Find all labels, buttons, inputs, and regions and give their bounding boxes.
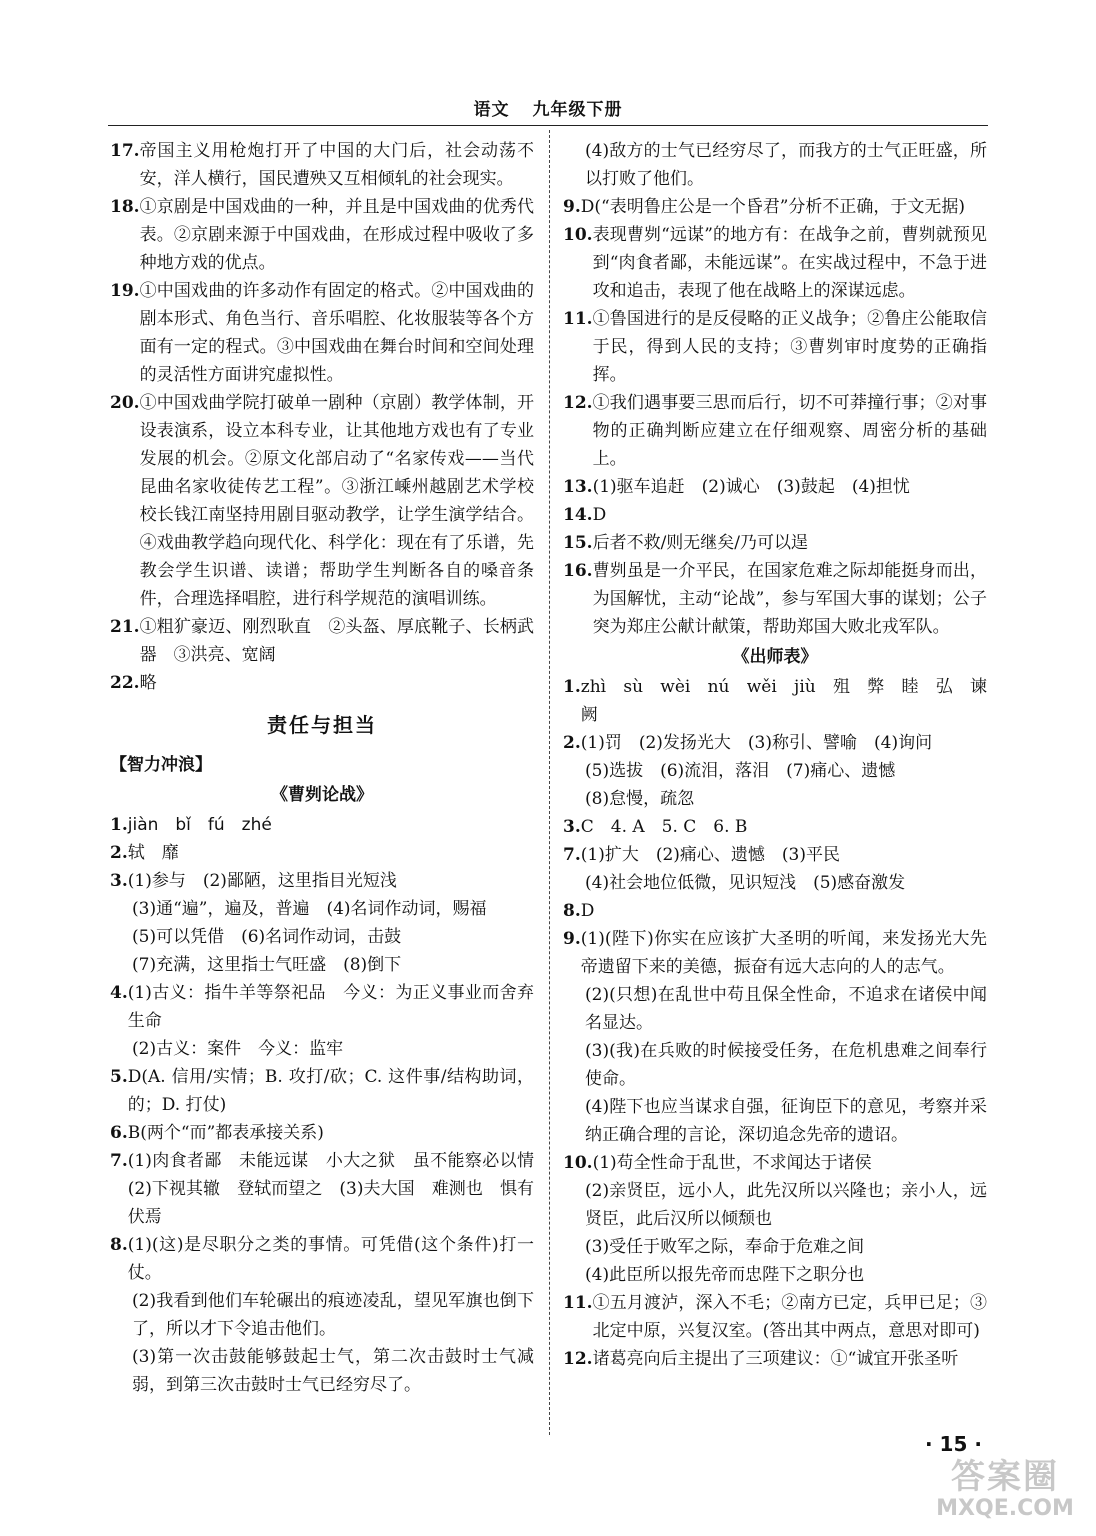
answer-text: (1)(陛下)你实在应该扩大圣明的听闻，来发扬光大先帝遗留下来的美德，振奋有远大志向的人的志气。 bbox=[580, 929, 987, 977]
answer-item bbox=[563, 305, 987, 389]
answer-text: (1)苟全性命于乱世，不求闻达于诸侯 bbox=[592, 1153, 872, 1173]
header-subject: 语文 bbox=[473, 100, 510, 120]
answer-item bbox=[110, 811, 534, 839]
answer-number: 7. bbox=[110, 1151, 128, 1171]
answer-text: ①中国戏曲学院打破单一剧种（京剧）教学体制，开设表演系，设立本科专业，让其他地方戏也有了专业发展的机会。②原文化部启动了“名家传戏——当代昆曲名家收徒传艺工程”。③浙江嵊州越剧艺术学校校长钱江南坚持用剧目驱动教学，让学生演学结合。④戏曲教学趋向现代化、科学化：现在有了乐谱，先教会学生识谱、读谱；帮助学生判断各自的嗓音条件，合理选择唱腔，进行科学规范的演唱训练。 bbox=[139, 393, 534, 609]
answer-subpart: (2)(只想)在乱世中苟且保全性命，不追求在诸侯中闻名显达。 bbox=[585, 985, 987, 1033]
answer-text: (1)扩大 (2)痛心、遗憾 (3)平民 bbox=[580, 845, 840, 865]
answer-item bbox=[563, 1289, 987, 1345]
answer-subpart: (3)第一次击鼓能够鼓起士气，第二次击鼓时士气减弱，到第三次击鼓时士气已经穷尽了。 bbox=[132, 1347, 534, 1395]
answer-subpart: (2)我看到他们车轮碾出的痕迹凌乱，望见军旗也倒下了，所以才下令追击他们。 bbox=[132, 1291, 534, 1339]
answer-item bbox=[110, 1063, 534, 1119]
answer-number: 22. bbox=[110, 673, 140, 693]
answer-item bbox=[110, 979, 534, 1035]
answer-text: (1)参与 (2)鄙陋，这里指目光短浅 bbox=[127, 871, 397, 891]
answer-text: D bbox=[592, 505, 607, 525]
page-number: · 15 · bbox=[925, 1432, 982, 1456]
answer-number: 1. bbox=[110, 815, 128, 835]
answer-text: C 4. A 5. C 6. B bbox=[580, 817, 748, 837]
answer-item bbox=[563, 673, 1004, 729]
answer-number: 12. bbox=[563, 1349, 593, 1369]
answer-item bbox=[563, 925, 987, 981]
answer-item bbox=[110, 613, 534, 669]
answer-item bbox=[563, 557, 987, 641]
answer-text: (1)(这)是尽职分之类的事情。可凭借(这个条件)打一仗。 bbox=[127, 1235, 534, 1283]
answer-subpart: (3)受任于败军之际，奉命于危难之间 bbox=[585, 1237, 865, 1257]
answer-item bbox=[110, 277, 534, 389]
answer-text: D(“表明鲁庄公是一个昏君”分析不正确，于文无据) bbox=[580, 197, 966, 217]
answer-item bbox=[563, 1149, 987, 1177]
answer-item bbox=[110, 867, 534, 895]
answer-number: 17. bbox=[110, 141, 140, 161]
answer-item bbox=[563, 389, 987, 473]
answer-text: 诸葛亮向后主提出了三项建议：①“诚宜开张圣听 bbox=[592, 1349, 959, 1369]
answer-text: D(A. 信用/实情；B. 攻打/砍；C. 这件事/结构助词，的；D. 打仗) bbox=[127, 1067, 534, 1115]
answer-text: D bbox=[580, 901, 595, 921]
answer-number: 5. bbox=[110, 1067, 128, 1087]
answer-number: 21. bbox=[110, 617, 140, 637]
answer-number: 1. bbox=[563, 677, 581, 697]
answer-text: 表现曹刿“远谋”的地方有：在战争之前，曹刿就预见到“肉食者鄙，未能远谋”。在实战过程中，不急于进攻和追击，表现了他在战略上的深谋远虑。 bbox=[592, 225, 987, 301]
answer-number: 20. bbox=[110, 393, 140, 413]
watermark-text: 答案圈 bbox=[951, 1457, 1059, 1497]
answer-number: 6. bbox=[110, 1123, 128, 1143]
answer-text: ①我们遇事要三思而后行，切不可莽撞行事；②对事物的正确判断应建立在仔细观察、周密分析的基础上。 bbox=[592, 393, 987, 469]
answer-text: 略 bbox=[139, 673, 157, 693]
answer-subpart: (4)陛下也应当谋求自强，征询臣下的意见，考察并采纳正确合理的言论，深切追念先帝的遗诏。 bbox=[585, 1097, 987, 1145]
answer-text: (1)罚 (2)发扬光大 (3)称引、譬喻 (4)询问 bbox=[580, 733, 933, 753]
answer-number: 13. bbox=[563, 477, 593, 497]
answer-number: 9. bbox=[563, 197, 581, 217]
answer-item bbox=[110, 389, 534, 613]
answer-item bbox=[563, 841, 987, 869]
lesson-title: 《曹刿论战》 bbox=[271, 785, 373, 805]
answer-number: 8. bbox=[563, 901, 581, 921]
answer-number: 3. bbox=[563, 817, 581, 837]
answer-number: 11. bbox=[563, 309, 593, 329]
right-column bbox=[563, 137, 1004, 1373]
answer-subpart: (4)此臣所以报先帝而忠陛下之职分也 bbox=[585, 1265, 865, 1285]
answer-item bbox=[110, 839, 534, 867]
running-header bbox=[0, 95, 1096, 120]
answer-text: (1)古义：指牛羊等祭祀品 今义：为正义事业而舍弃生命 bbox=[127, 983, 534, 1031]
header-rule bbox=[108, 125, 988, 126]
answer-text: 后者不救/则无继矣/乃可以逞 bbox=[592, 533, 809, 553]
answer-item bbox=[110, 137, 534, 193]
answer-number: 2. bbox=[110, 843, 128, 863]
answer-number: 19. bbox=[110, 281, 140, 301]
answer-number: 9. bbox=[563, 929, 581, 949]
answer-subpart: (3)通“遍”，遍及，普遍 (4)名词作动词，赐福 bbox=[132, 899, 487, 919]
answer-number: 14. bbox=[563, 505, 593, 525]
answer-item bbox=[563, 813, 987, 841]
answer-text: jiàn bǐ fú zhé bbox=[127, 815, 272, 835]
lesson-title: 《出师表》 bbox=[732, 647, 818, 667]
answer-text: B(两个“而”都表承接关系) bbox=[127, 1123, 324, 1143]
answer-subpart: (4)社会地位低微，见识短浅 (5)感奋激发 bbox=[585, 873, 906, 893]
answer-number: 7. bbox=[563, 845, 581, 865]
answer-item bbox=[563, 897, 987, 925]
answer-number: 4. bbox=[110, 983, 128, 1003]
answer-subpart: (5)选拔 (6)流泪，落泪 (7)痛心、遗憾 bbox=[585, 761, 896, 781]
answer-number: 11. bbox=[563, 1293, 593, 1313]
answer-item bbox=[563, 221, 987, 305]
answer-item bbox=[110, 1147, 551, 1231]
answer-item bbox=[110, 193, 534, 277]
watermark-url: MXQE.COM bbox=[936, 1496, 1074, 1521]
watermark-logo bbox=[930, 1458, 1080, 1528]
answer-text: 帝国主义用枪炮打开了中国的大门后，社会动荡不安，洋人横行，国民遭殃又互相倾轧的社会现实。 bbox=[139, 141, 534, 189]
answer-text: ①京剧是中国戏曲的一种，并且是中国戏曲的优秀代表。②京剧来源于中国戏曲，在形成过程中吸收了多种地方戏的优点。 bbox=[139, 197, 534, 273]
answer-number: 10. bbox=[563, 225, 593, 245]
answer-number: 16. bbox=[563, 561, 593, 581]
answer-number: 18. bbox=[110, 197, 140, 217]
header-grade: 九年级下册 bbox=[532, 100, 623, 120]
answer-number: 10. bbox=[563, 1153, 593, 1173]
answer-number: 12. bbox=[563, 393, 593, 413]
answer-item bbox=[563, 1345, 987, 1373]
section-title: 责任与担当 bbox=[267, 713, 377, 737]
answer-item bbox=[110, 669, 534, 697]
section-tag: 【智力冲浪】 bbox=[110, 755, 212, 775]
answer-text: (1)驱车追赶 (2)诚心 (3)鼓起 (4)担忧 bbox=[592, 477, 910, 497]
answer-text: 曹刿虽是一介平民，在国家危难之际却能挺身而出，为国解忧，主动“论战”，参与军国大事的谋划；公子突为郑庄公献计献策，帮助郑国大败北戎军队。 bbox=[592, 561, 987, 637]
answer-item bbox=[110, 1119, 534, 1147]
answer-subpart: (2)亲贤臣，远小人，此先汉所以兴隆也；亲小人，远贤臣，此后汉所以倾颓也 bbox=[585, 1181, 987, 1229]
answer-text: 轼 靡 bbox=[127, 843, 179, 863]
answer-subpart: (2)古义：案件 今义：监牢 bbox=[132, 1039, 344, 1059]
answer-subpart: (8)怠慢，疏忽 bbox=[585, 789, 695, 809]
answer-text: ①鲁国进行的是反侵略的正义战争；②鲁庄公能取信于民，得到人民的支持；③曹刿审时度势的正确指挥。 bbox=[592, 309, 987, 385]
answer-number: 8. bbox=[110, 1235, 128, 1255]
answer-text: zhì sù wèi nú wěi jiù 殂 弊 睦 弘 谏 阙 bbox=[580, 677, 1004, 725]
left-column bbox=[110, 137, 551, 1399]
answer-text: ①粗犷豪迈、刚烈耿直 ②头盔、厚底靴子、长柄武器 ③洪亮、宽阔 bbox=[139, 617, 534, 665]
column-divider bbox=[549, 130, 550, 1435]
answer-number: 15. bbox=[563, 533, 593, 553]
answer-subpart: (3)(我)在兵败的时候接受任务，在危机患难之间奉行使命。 bbox=[585, 1041, 987, 1089]
answer-continuation: (4)敌方的士气已经穷尽了，而我方的士气正旺盛，所以打败了他们。 bbox=[585, 141, 987, 189]
answer-text: ①中国戏曲的许多动作有固定的格式。②中国戏曲的剧本形式、角色当行、音乐唱腔、化妆服装等各个方面有一定的程式。③中国戏曲在舞台时间和空间处理的灵活性方面讲究虚拟性。 bbox=[139, 281, 534, 385]
answer-item bbox=[563, 473, 987, 501]
answer-text: ①五月渡泸，深入不毛；②南方已定，兵甲已足；③北定中原，兴复汉室。(答出其中两点，意思对即可) bbox=[592, 1293, 987, 1341]
answer-item bbox=[110, 1231, 534, 1287]
answer-text: (1)肉食者鄙 未能远谋 小大之狱 虽不能察必以情 (2)下视其辙 登轼而望之 (3)夫大国 难测也 惧有伏焉 bbox=[127, 1151, 551, 1227]
answer-number: 3. bbox=[110, 871, 128, 891]
answer-item bbox=[563, 193, 987, 221]
answer-subpart: (7)充满，这里指士气旺盛 (8)倒下 bbox=[132, 955, 402, 975]
answer-number: 2. bbox=[563, 733, 581, 753]
answer-item bbox=[563, 729, 987, 757]
answer-item bbox=[563, 529, 987, 557]
answer-item bbox=[563, 501, 987, 529]
answer-subpart: (5)可以凭借 (6)名词作动词，击鼓 bbox=[132, 927, 402, 947]
